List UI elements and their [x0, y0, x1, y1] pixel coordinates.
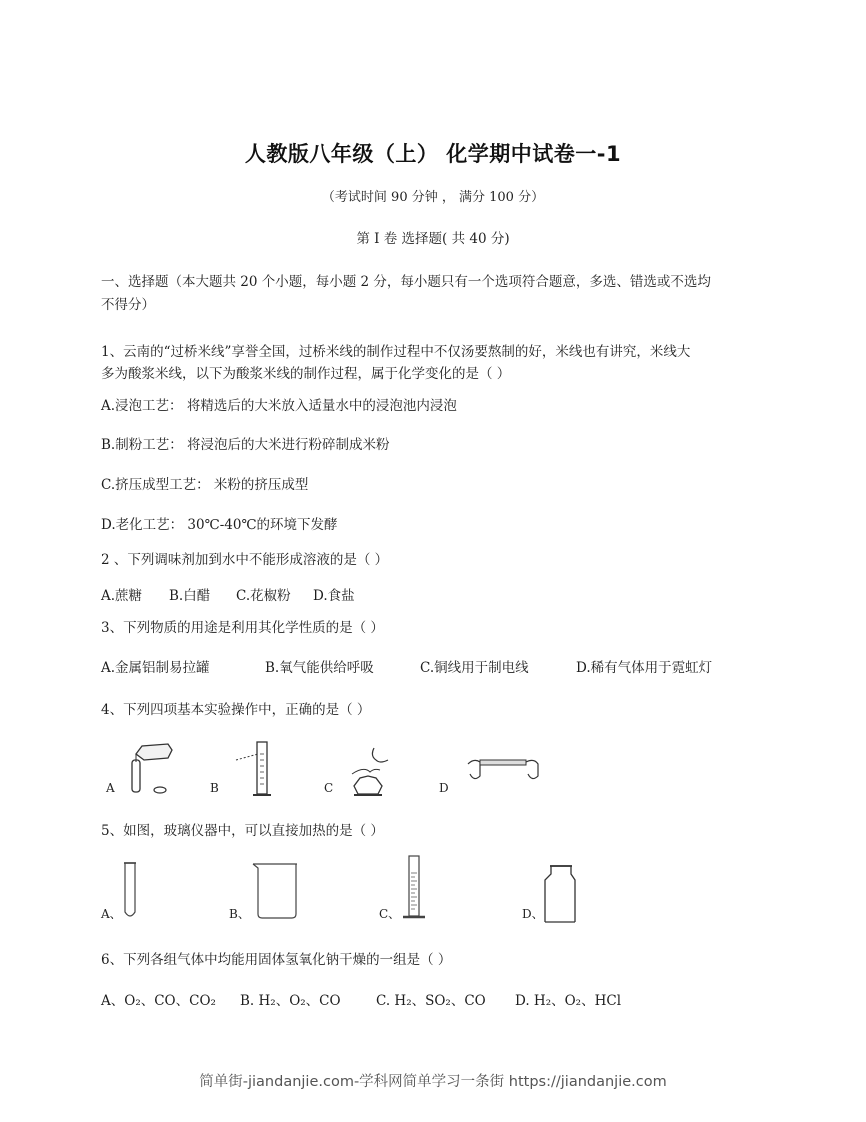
- reagent-bottle-icon: [544, 864, 578, 924]
- pouring-liquid-icon: [120, 742, 180, 802]
- question-3-option-a: A.金属铝制易拉罐: [101, 660, 210, 676]
- question-1-stem-line-1: 1、云南的“过桥米线”享誉全国，过桥米线的制作过程中不仅汤要熬制的好，米线也有讲究，米线大: [101, 344, 691, 360]
- question-6-option-a: A、O₂、CO、CO₂: [101, 993, 216, 1009]
- q4-label-d: D: [439, 781, 449, 795]
- q4-label-b: B: [210, 781, 219, 795]
- q5-label-a: A、: [101, 907, 122, 921]
- graduated-cylinder-icon: [402, 855, 428, 921]
- q5-label-c: C、: [379, 907, 401, 921]
- question-4-stem: 4、下列四项基本实验操作中，正确的是（ ）: [101, 702, 371, 718]
- instructions-line-1: 一、选择题（本大题共 20 个小题，每小题 2 分，每小题只有一个选项符合题意，多选、错选或不选均: [101, 274, 711, 290]
- question-6-option-c: C. H₂、SO₂、CO: [376, 993, 486, 1009]
- question-6-option-b: B. H₂、O₂、CO: [240, 993, 341, 1009]
- graduated-cylinder-reading-icon: [232, 742, 282, 800]
- tube-connection-hands-icon: [466, 756, 542, 786]
- question-1-option-d: D.老化工艺： 30℃-40℃的环境下发酵: [101, 517, 338, 533]
- q4-label-a: A: [106, 781, 115, 795]
- q4-label-c: C: [324, 781, 334, 795]
- question-2-option-b: B.白醋: [169, 588, 211, 604]
- question-6-option-d: D. H₂、O₂、HCl: [515, 993, 622, 1009]
- question-2-option-c: C.花椒粉: [236, 588, 291, 604]
- question-2-stem: 2 、下列调味剂加到水中不能形成溶液的是（ ）: [101, 552, 389, 568]
- instructions-line-2: 不得分）: [101, 297, 155, 313]
- question-5-stem: 5、如图，玻璃仪器中，可以直接加热的是（ ）: [101, 823, 384, 839]
- question-1-option-b: B.制粉工艺： 将浸泡后的大米进行粉碎制成米粉: [101, 437, 390, 453]
- exam-info: （考试时间 90 分钟 ， 满分 100 分）: [321, 190, 545, 205]
- question-3-option-b: B.氧气能供给呼吸: [265, 660, 374, 676]
- question-3-option-c: C.铜线用于制电线: [420, 660, 529, 676]
- question-3-stem: 3、下列物质的用途是利用其化学性质的是（ ）: [101, 620, 384, 636]
- q5-label-b: B、: [229, 907, 250, 921]
- question-3-option-d: D.稀有气体用于霓虹灯: [576, 660, 713, 676]
- question-2-option-a: A.蔗糖: [101, 588, 143, 604]
- question-1-option-a: A.浸泡工艺： 将精选后的大米放入适量水中的浸泡池内浸泡: [101, 398, 457, 414]
- footer-watermark: 简单街-jiandanjie.com-学科网简单学习一条街 https://jiandanjie.com: [199, 1074, 667, 1090]
- page-title: 人教版八年级（上） 化学期中试卷一-1: [244, 142, 622, 166]
- question-6-stem: 6、下列各组气体中均能用固体氢氧化钠干燥的一组是（ ）: [101, 952, 452, 968]
- test-tube-icon: [124, 862, 138, 920]
- q5-label-d: D、: [522, 907, 544, 921]
- beaker-icon: [252, 862, 302, 920]
- alcohol-lamp-smell-icon: [344, 744, 394, 798]
- question-1-option-c: C.挤压成型工艺： 米粉的挤压成型: [101, 477, 309, 493]
- question-1-stem-line-2: 多为酸浆米线，以下为酸浆米线的制作过程，属于化学变化的是（ ）: [101, 366, 511, 382]
- question-2-option-d: D.食盐: [313, 588, 355, 604]
- section-heading: 第 I 卷 选择题( 共 40 分): [356, 231, 510, 247]
